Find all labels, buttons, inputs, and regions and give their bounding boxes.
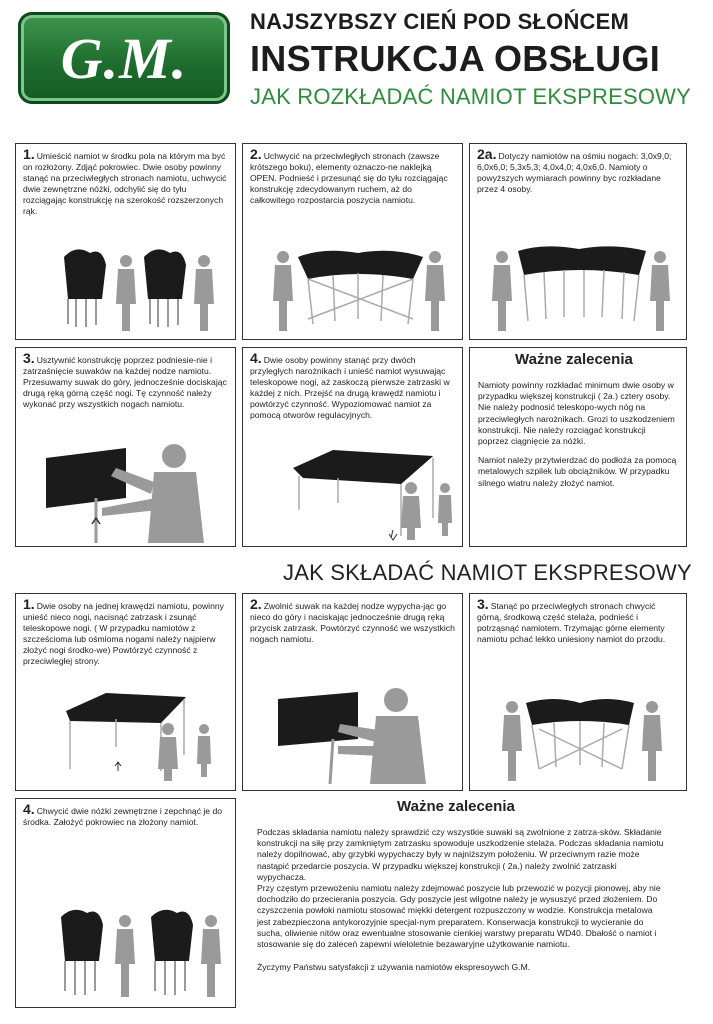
- recommendations-paragraph: Namiot należy przytwierdzać do podłoża za pomocą metalowych szpilek lub obciążników. W przypadku silnego wiatru należy złożyć namiot.: [478, 455, 677, 488]
- recommendations-paragraph: Namioty powinny rozkładać minimum dwie osoby w przypadku większej konstrukcji ( 2a.) cztery osoby. Nie należy podnosić teleskopo-wych nóg na przeciwległych narożnikach. Grozi to uszkodzeniem konstrukcji. Nie należy rozciągać konstrukcji poprzez ciągnięcie za nóżki.: [478, 380, 675, 447]
- closing-tent-illustration: [484, 689, 679, 784]
- step-number: 3.: [477, 596, 489, 612]
- fold-section-title: JAK SKŁADAĆ NAMIOT EKSPRESOWY: [283, 560, 692, 585]
- brand-logo: [18, 12, 230, 104]
- step-description: Dotyczy namiotów na ośmiu nogach: 3,0x9,0; 6,0x6,0; 5,3x5,3; 4,0x4,0; 4,0x6,0. Namioty o powyższych wymiarach powinny byc rozkładane przez 4 osoby.: [477, 151, 672, 194]
- step-description: Chwycić dwie nóżki zewnętrzne i zepchnąć je do środka. Założyć pokrowiec na złożony namiot.: [23, 806, 223, 827]
- raising-tent-illustration: [283, 448, 453, 543]
- step-number: 1.: [23, 596, 35, 612]
- step-number: 2a.: [477, 146, 497, 162]
- step-description: Dwie osoby powinny stanąć przy dwóch przyległych narożnikach i unieść namiot wysuwając teleskopowe nogi, aż zaskoczą pierwsze zatrzaski w każdej z nich. Przejść na drugą krawędź namiotu i powtórzyć czynność. Wypoziomować namiot za pomocą otworów regulacyjnych.: [250, 355, 450, 420]
- unfold-step-2a: [469, 143, 687, 340]
- fold-recommendations-title: Ważne zalecenia: [397, 798, 515, 815]
- unfold-step-2: [242, 143, 463, 340]
- step-description: Dwie osoby na jednej krawędzi namiotu, powinny unieść nieco nogi, nacisnąć zatrzask i zsunąć teleskopowe nogi. ( W przypadku namiotów z szcześcioma lub ośmioma nogami należy najpierw złożyć nogi środko-we) Powtórzyć czynność z przeciwległej strony.: [23, 601, 224, 666]
- headline-title: INSTRUKCJA OBSŁUGI: [250, 38, 661, 79]
- step-text: [23, 146, 229, 217]
- fold-step-4: [15, 798, 236, 1008]
- step-text: [477, 596, 680, 645]
- step-description: Uchwycić na przeciwległych stronach (zawsze krótszego boku), elementy oznaczo-ne naklejką OPEN. Podnieść i przesunąć się do tyłu rozciągając konstrukcję zdecydowanym ruchem, aż do całkowitego rozpostarcia poszycia namiotu.: [250, 151, 448, 205]
- recommendations-title: Ważne zalecenia: [515, 351, 633, 368]
- headline-slogan: NAJSZYBSZY CIEŃ POD SŁOŃCEM: [250, 9, 630, 34]
- unfold-recommendations: [469, 347, 687, 547]
- step-text: [23, 350, 229, 410]
- step-number: 4.: [23, 801, 35, 817]
- fold-recommendations-text: [257, 827, 667, 973]
- closing-note: Życzymy Państwu satysfakcji z używania namiotów ekspresoywch G.M.: [257, 962, 531, 973]
- expanding-tent-illustration: [263, 239, 453, 334]
- folded-tent-cover-illustration: [51, 899, 231, 1004]
- step-text: [23, 801, 229, 828]
- lowering-tent-illustration: [56, 689, 231, 784]
- step-text: [250, 596, 456, 645]
- step-number: 2.: [250, 596, 262, 612]
- unfold-step-4: [242, 347, 463, 547]
- unfold-step-1: [15, 143, 236, 340]
- folded-tent-illustration: [46, 239, 226, 334]
- step-text: [23, 596, 229, 667]
- step-text: [250, 146, 456, 206]
- logo-text: G.M.: [60, 25, 188, 91]
- fold-step-1: [15, 593, 236, 791]
- eight-leg-tent-illustration: [484, 239, 679, 334]
- recommendations-paragraph: Przy częstym przewożeniu namiotu należy zdejmować poszycie lub przewozić w pozycji pionowej, aby nie dochodziło do przecierania poszycia. Gdy poszycie jest wilgotne należy je wysuszyć przed złożeniem. Do czyszczenia powłoki namiotu stosować miękki detergent rozpuszczony w wodzie. Konstrukcja metalowa jest zabezpieczona antykorozyjnie specjal-nym preparatem. Konserwacja konstrukcji to wycieranie do sucha, oliwienie nitów oraz ewentualne stosowanie cienkiej warstwy preparatu WD40. Dbałość o namiot i stosowanie się do zaleceń zapewni wieloletnie bezawaryjne użytkowanie namiotu.: [257, 883, 661, 950]
- step-description: Zwolnić suwak na każdej nodze wypycha-jąc go nieco do góry i naciskając jednocześnie drugą ręką przycisk zatrzask. Powtórzyć czynność we wszystkich nogach namiotu.: [250, 601, 455, 644]
- release-slider-illustration: [268, 684, 453, 789]
- step-number: 4.: [250, 350, 262, 366]
- step-text: [250, 350, 456, 421]
- step-description: Usztywnić konstrukcję poprzez podniesie-nie i zatrzaśnięcie suwaków na każdej nodze namiotu. Przesuwamy suwak do góry, jednocześnie dociskając drugą ręką górną część nogi. Tę czynność należy wykonać przy wszystkich nogach namiotu.: [23, 355, 227, 409]
- recommendations-paragraph: Podczas składania namiotu należy sprawdzić czy wszystkie suwaki są zwolnione z zatrza-sków. Składanie konstrukcji na siłę przy zamkniętym zatrzasku spowoduje uszkodzenie stelaża. Podczas składania namiotu należy dopilnować, aby grzybki wypychaczy były w najniższym położeniu. W przeciwnym razie może nastąpić przedarcie poszycia. W przypadku większej konstrukcji ( 2a.) należy zwolnić zatrzaski wypychacza.: [257, 827, 664, 882]
- locking-slider-illustration: [36, 438, 231, 543]
- step-text: [477, 146, 680, 195]
- step-number: 1.: [23, 146, 35, 162]
- recommendations-text: [478, 380, 678, 497]
- unfold-step-3: [15, 347, 236, 547]
- fold-step-3: [469, 593, 687, 791]
- headline-unfold: JAK ROZKŁADAĆ NAMIOT EKSPRESOWY: [250, 84, 691, 109]
- step-description: Stanąć po przeciwległych stronach chwycić górną, środkową część stelaża, podnieść i potrząsnąć namiotem. Trzymając górne elementy namiotu pchać lekko uniesiony namiot do przodu.: [477, 601, 666, 644]
- step-number: 2.: [250, 146, 262, 162]
- step-number: 3.: [23, 350, 35, 366]
- step-description: Umieścić namiot w środku pola na którym ma być on rozłożony. Zdjąć pokrowiec. Dwie osoby powinny stanąć na przeciwległych stronach namiotu, uchwycić dwie zewnętrzne nóżki, odchylić się do tyłu rozciągając konstrukcję na szerokość rozszerzonych rąk.: [23, 151, 227, 216]
- fold-step-2: [242, 593, 463, 791]
